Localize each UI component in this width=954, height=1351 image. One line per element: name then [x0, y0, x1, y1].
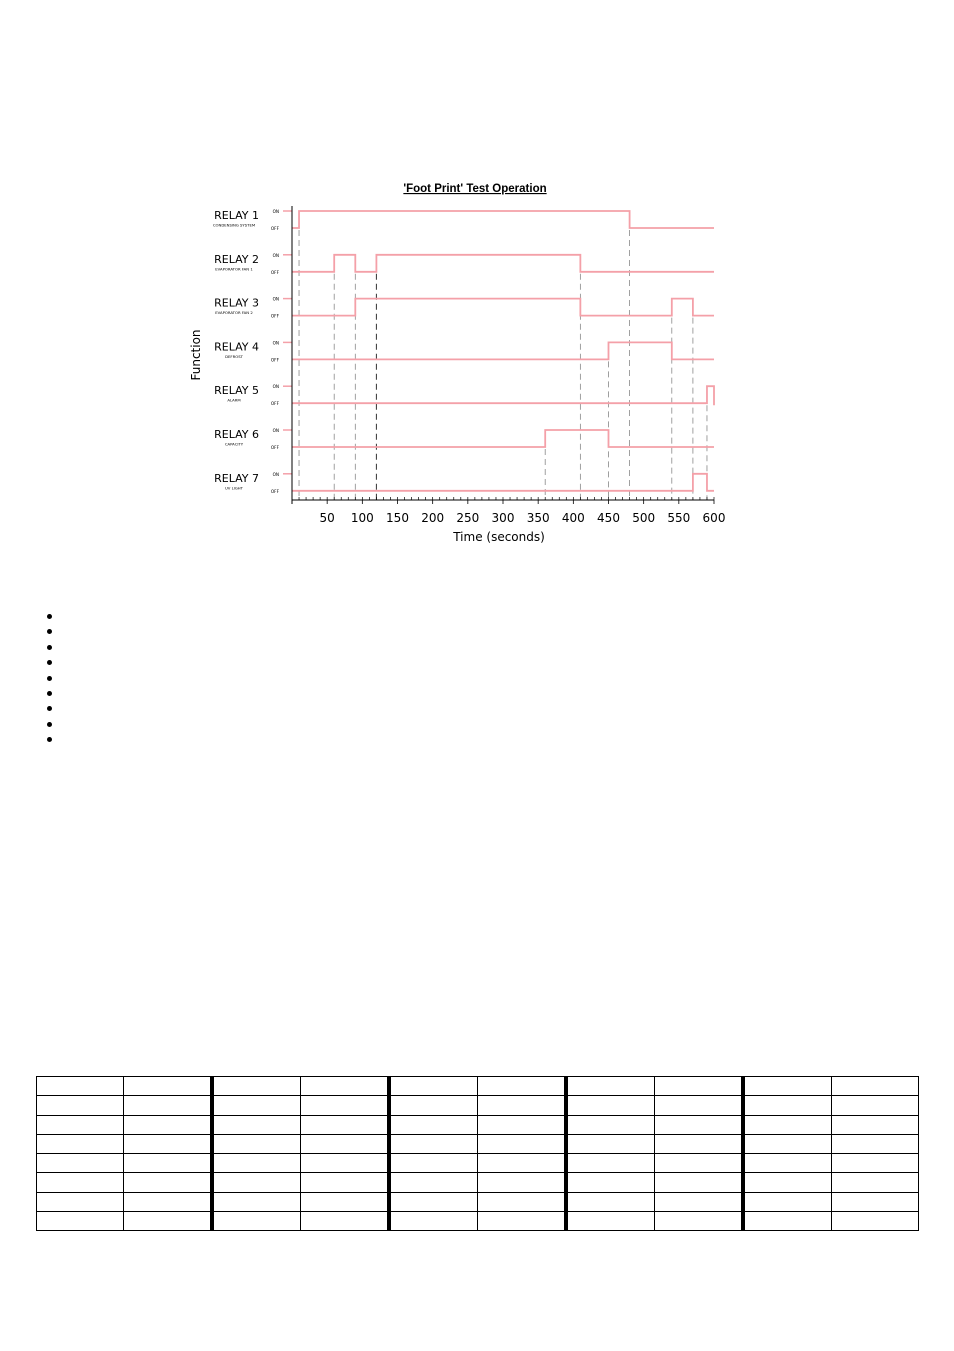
x-axis-label: Time (seconds) — [453, 530, 545, 544]
relay-subtitle: EVAPORATOR FAN 2 — [215, 310, 253, 316]
table-cell — [301, 1154, 390, 1173]
state-on-label: ON — [272, 428, 279, 433]
table-cell — [743, 1192, 832, 1211]
table-cell — [655, 1212, 744, 1231]
empty-grid-table — [36, 1076, 919, 1231]
table-cell — [37, 1077, 124, 1096]
table-cell — [301, 1173, 390, 1192]
table-cell — [37, 1173, 124, 1192]
table-cell — [212, 1077, 301, 1096]
table-cell — [37, 1212, 124, 1231]
table-cell — [478, 1212, 567, 1231]
table-cell — [832, 1154, 919, 1173]
table-cell — [566, 1192, 655, 1211]
table-cell — [832, 1115, 919, 1134]
table-row — [37, 1154, 919, 1173]
table-cell — [478, 1192, 567, 1211]
relay-name: RELAY 4 — [214, 340, 259, 354]
table-cell — [124, 1173, 213, 1192]
table-cell — [478, 1115, 567, 1134]
table-cell — [832, 1134, 919, 1153]
relay-rows — [213, 209, 714, 494]
table-cell — [655, 1115, 744, 1134]
x-tick-label: 450 — [597, 511, 620, 525]
table-cell — [124, 1154, 213, 1173]
table-cell — [301, 1115, 390, 1134]
table-cell — [478, 1154, 567, 1173]
x-tick-label: 50 — [319, 511, 335, 525]
table-cell — [743, 1096, 832, 1115]
table-cell — [743, 1115, 832, 1134]
table-cell — [124, 1115, 213, 1134]
table-cell — [389, 1212, 478, 1231]
relay-signal-trace — [292, 211, 714, 228]
relay-subtitle: DEFROST — [225, 353, 243, 359]
table-cell — [389, 1154, 478, 1173]
dashed-markers — [299, 230, 707, 500]
table-cell — [566, 1212, 655, 1231]
table-cell — [212, 1173, 301, 1192]
relay-subtitle: ALARM — [227, 397, 241, 403]
table-cell — [389, 1096, 478, 1115]
relay-name: RELAY 7 — [214, 471, 259, 485]
relay-signal-trace — [292, 255, 714, 272]
table-cell — [301, 1134, 390, 1153]
state-on-label: ON — [272, 471, 279, 477]
state-on-label: ON — [272, 209, 279, 214]
table-cell — [212, 1096, 301, 1115]
relay-subtitle: CAPACITY — [224, 441, 244, 447]
table-row — [37, 1115, 919, 1134]
table-cell — [124, 1077, 213, 1096]
table-cell — [566, 1154, 655, 1173]
state-off-label: OFF — [270, 401, 279, 407]
table-row — [37, 1077, 919, 1096]
table-row — [37, 1212, 919, 1231]
table-cell — [301, 1212, 390, 1231]
x-tick-label: 600 — [702, 511, 726, 525]
table-cell — [566, 1096, 655, 1115]
relay-subtitle: EVAPORATOR FAN 1 — [215, 266, 253, 272]
relay-timing-chart — [0, 0, 954, 560]
table-cell — [743, 1134, 832, 1153]
table-cell — [743, 1077, 832, 1096]
table-cell — [124, 1134, 213, 1153]
state-off-label: OFF — [270, 445, 279, 450]
table-cell — [389, 1077, 478, 1096]
x-tick-label: 500 — [632, 511, 656, 525]
table-cell — [124, 1212, 213, 1231]
state-off-label: OFF — [270, 226, 279, 231]
table-cell — [566, 1134, 655, 1153]
table-cell — [389, 1173, 478, 1192]
x-tick-label: 200 — [421, 511, 445, 525]
table-cell — [832, 1077, 919, 1096]
relay-name: RELAY 2 — [214, 252, 259, 266]
state-on-label: ON — [272, 296, 279, 302]
table-row — [37, 1134, 919, 1153]
table-cell — [832, 1096, 919, 1115]
table-cell — [832, 1212, 919, 1231]
relay-subtitle: UV LIGHT — [225, 485, 243, 491]
table-cell — [212, 1192, 301, 1211]
state-on-label: ON — [272, 252, 279, 258]
relay-subtitle: CONDENSING SYSTEM — [212, 222, 256, 228]
table-cell — [389, 1115, 478, 1134]
table-cell — [301, 1096, 390, 1115]
relay-name: RELAY 6 — [214, 428, 259, 441]
relay-name: RELAY 1 — [214, 209, 259, 222]
table-cell — [301, 1192, 390, 1211]
table-cell — [478, 1096, 567, 1115]
chart-title: 'Foot Print' Test Operation — [403, 183, 547, 195]
x-tick-label: 300 — [491, 511, 515, 525]
table-cell — [124, 1192, 213, 1211]
table-cell — [37, 1134, 124, 1153]
table-cell — [655, 1192, 744, 1211]
state-off-label: OFF — [270, 313, 279, 319]
table-cell — [212, 1212, 301, 1231]
x-tick-label: 100 — [350, 511, 374, 525]
table-cell — [566, 1077, 655, 1096]
relay-signal-trace — [292, 299, 714, 316]
state-off-label: OFF — [270, 269, 279, 275]
table-row — [37, 1096, 919, 1115]
relay-name: RELAY 3 — [214, 296, 259, 310]
x-tick-label: 400 — [561, 511, 585, 525]
table-cell — [37, 1096, 124, 1115]
table-cell — [478, 1077, 567, 1096]
table-cell — [832, 1173, 919, 1192]
table-cell — [566, 1173, 655, 1192]
x-axis — [292, 206, 725, 525]
table-cell — [389, 1192, 478, 1211]
x-tick-label: 250 — [456, 511, 480, 525]
state-on-label: ON — [272, 384, 279, 390]
y-axis-label: Function — [189, 329, 203, 381]
state-off-label: OFF — [270, 488, 279, 494]
table-cell — [212, 1154, 301, 1173]
x-tick-label: 550 — [667, 511, 691, 525]
table-cell — [743, 1212, 832, 1231]
table-cell — [478, 1134, 567, 1153]
table-cell — [389, 1134, 478, 1153]
table-cell — [212, 1134, 301, 1153]
table-cell — [655, 1154, 744, 1173]
table-cell — [478, 1173, 567, 1192]
table-cell — [301, 1077, 390, 1096]
table-cell — [743, 1154, 832, 1173]
state-off-label: OFF — [270, 357, 279, 363]
table-row — [37, 1192, 919, 1211]
table-cell — [37, 1192, 124, 1211]
table-cell — [832, 1192, 919, 1211]
table-cell — [655, 1134, 744, 1153]
table-cell — [124, 1096, 213, 1115]
state-on-label: ON — [272, 340, 279, 346]
table-row — [37, 1173, 919, 1192]
x-tick-label: 350 — [526, 511, 550, 525]
relay-name: RELAY 5 — [214, 384, 259, 398]
table-cell — [655, 1096, 744, 1115]
table-cell — [566, 1115, 655, 1134]
table-cell — [743, 1173, 832, 1192]
table-cell — [212, 1115, 301, 1134]
x-tick-label: 150 — [386, 511, 409, 525]
table-cell — [655, 1077, 744, 1096]
table-cell — [37, 1154, 124, 1173]
table-cell — [37, 1115, 124, 1134]
table-cell — [655, 1173, 744, 1192]
